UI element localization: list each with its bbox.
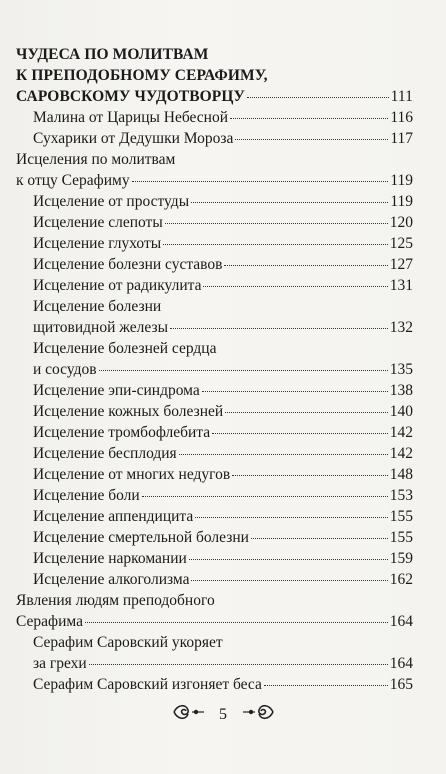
toc-entry[interactable]: [16, 674, 413, 695]
toc-entry-title: щитовидной железы: [33, 319, 168, 336]
leader-dots: [202, 391, 388, 392]
toc-page-number: 116: [390, 109, 413, 126]
ornament-left-icon: [172, 702, 206, 727]
toc-entry[interactable]: [16, 170, 413, 191]
table-of-contents: [16, 44, 413, 695]
toc-page-number: 120: [389, 214, 413, 231]
leader-dots: [89, 664, 388, 665]
toc-page-number: 119: [390, 193, 413, 210]
toc-page-number: 148: [389, 466, 413, 483]
leader-dots: [191, 202, 388, 203]
toc-entry[interactable]: [16, 506, 413, 527]
toc-page-number: 153: [389, 487, 413, 504]
leader-dots: [225, 412, 388, 413]
leader-dots: [232, 475, 388, 476]
toc-entry-title: Исцеление болезни суставов: [33, 256, 223, 273]
leader-dots: [85, 622, 388, 623]
toc-entry[interactable]: [16, 233, 413, 254]
toc-entry-title: Исцеление аппендицита: [33, 508, 194, 525]
toc-section-title: Исцеления по молитвам: [16, 151, 176, 168]
toc-entry[interactable]: [16, 422, 413, 443]
toc-entry-title: Сухарики от Дедушки Мороза: [33, 130, 234, 147]
toc-entry[interactable]: [16, 464, 413, 485]
leader-dots: [99, 370, 388, 371]
toc-page-number: 164: [389, 613, 413, 630]
leader-dots: [251, 538, 388, 539]
page-number: 5: [219, 705, 227, 723]
leader-dots: [191, 580, 387, 581]
toc-heading-line: ЧУДЕСА ПО МОЛИТВАМ: [16, 46, 209, 63]
leader-dots: [224, 265, 387, 266]
toc-entry-title: САРОВСКОМУ ЧУДОТВОРЦУ: [16, 88, 246, 105]
toc-page-number: 155: [389, 508, 413, 525]
toc-entry-title: к отцу Серафиму: [16, 172, 130, 189]
toc-entry-title: за грехи: [33, 655, 87, 672]
toc-page-number: 125: [389, 235, 413, 252]
toc-entry[interactable]: [16, 443, 413, 464]
toc-entry[interactable]: [16, 191, 413, 212]
toc-page-number: 142: [389, 445, 413, 462]
toc-entry-title: Исцеление тромбофлебита: [33, 424, 211, 441]
toc-entry-line: Серафим Саровский укоряет: [33, 634, 223, 651]
toc-entry-title: Исцеление наркомании: [33, 550, 187, 567]
toc-entry[interactable]: [16, 548, 413, 569]
toc-entry-title: и сосудов: [33, 361, 97, 378]
toc-entry-title: Исцеление смертельной болезни: [33, 529, 249, 546]
leader-dots: [230, 118, 388, 119]
leader-dots: [170, 328, 388, 329]
leader-dots: [165, 223, 388, 224]
toc-page-number: 127: [389, 256, 413, 273]
toc-page-number: 155: [389, 529, 413, 546]
leader-dots: [163, 244, 388, 245]
leader-dots: [203, 286, 387, 287]
leader-dots: [264, 685, 388, 686]
toc-heading-entry[interactable]: [16, 86, 413, 107]
toc-entry-title: Исцеление от радикулита: [33, 277, 202, 294]
toc-page-number: 142: [389, 424, 413, 441]
toc-entry[interactable]: [16, 401, 413, 422]
toc-page-number: 131: [389, 277, 413, 294]
toc-entry-title: Исцеление алкоголизма: [33, 571, 190, 588]
toc-page-number: 138: [389, 382, 413, 399]
toc-entry[interactable]: [16, 569, 413, 590]
ornament-right-icon: [241, 702, 275, 727]
toc-entry[interactable]: [16, 107, 413, 128]
leader-dots: [235, 139, 388, 140]
toc-entry[interactable]: [16, 275, 413, 296]
toc-entry-title: Серафим Саровский изгоняет беса: [33, 676, 262, 693]
toc-entry-title: Исцеление кожных болезней: [33, 403, 224, 420]
toc-page-number: 119: [390, 172, 413, 189]
toc-entry[interactable]: [16, 485, 413, 506]
toc-entry[interactable]: [16, 317, 413, 338]
leader-dots: [247, 97, 389, 98]
toc-entry-title: Исцеление от простуды: [33, 193, 190, 210]
toc-page-number: 162: [389, 571, 413, 588]
toc-page-number: 117: [390, 130, 413, 147]
leader-dots: [142, 496, 388, 497]
toc-entry-title: Малина от Царицы Небесной: [33, 109, 229, 126]
toc-entry[interactable]: [16, 254, 413, 275]
leader-dots: [189, 559, 388, 560]
leader-dots: [195, 517, 387, 518]
toc-page-number: 132: [389, 319, 413, 336]
toc-entry[interactable]: [16, 653, 413, 674]
toc-section-title: Явления людям преподобного: [16, 592, 215, 609]
toc-page-number: 111: [390, 88, 413, 105]
toc-page-number: 159: [389, 550, 413, 567]
toc-entry-title: Исцеление боли: [33, 487, 140, 504]
toc-entry-title: Исцеление глухоты: [33, 235, 162, 252]
toc-entry-title: Исцеление слепоты: [33, 214, 163, 231]
toc-page-number: 140: [389, 403, 413, 420]
page-footer: [0, 702, 446, 727]
toc-entry-line: Исцеление болезней сердца: [33, 340, 217, 357]
toc-entry-title: Исцеление от многих недугов: [33, 466, 231, 483]
leader-dots: [132, 181, 389, 182]
toc-entry[interactable]: [16, 128, 413, 149]
toc-entry-line: Исцеление болезни: [33, 298, 162, 315]
toc-entry-title: Серафима: [16, 613, 83, 630]
toc-entry-title: Исцеление бесплодия: [33, 445, 177, 462]
toc-entry[interactable]: [16, 359, 413, 380]
toc-page-number: 165: [389, 676, 413, 693]
toc-page-number: 164: [389, 655, 413, 672]
toc-entry[interactable]: [16, 380, 413, 401]
leader-dots: [179, 454, 388, 455]
toc-entry-title: Исцеление эпи-синдрома: [33, 382, 200, 399]
toc-page-number: 135: [389, 361, 413, 378]
toc-entry[interactable]: [16, 611, 413, 632]
leader-dots: [212, 433, 388, 434]
toc-entry[interactable]: [16, 212, 413, 233]
toc-heading-line: К ПРЕПОДОБНОМУ СЕРАФИМУ,: [16, 67, 268, 84]
toc-entry[interactable]: [16, 527, 413, 548]
